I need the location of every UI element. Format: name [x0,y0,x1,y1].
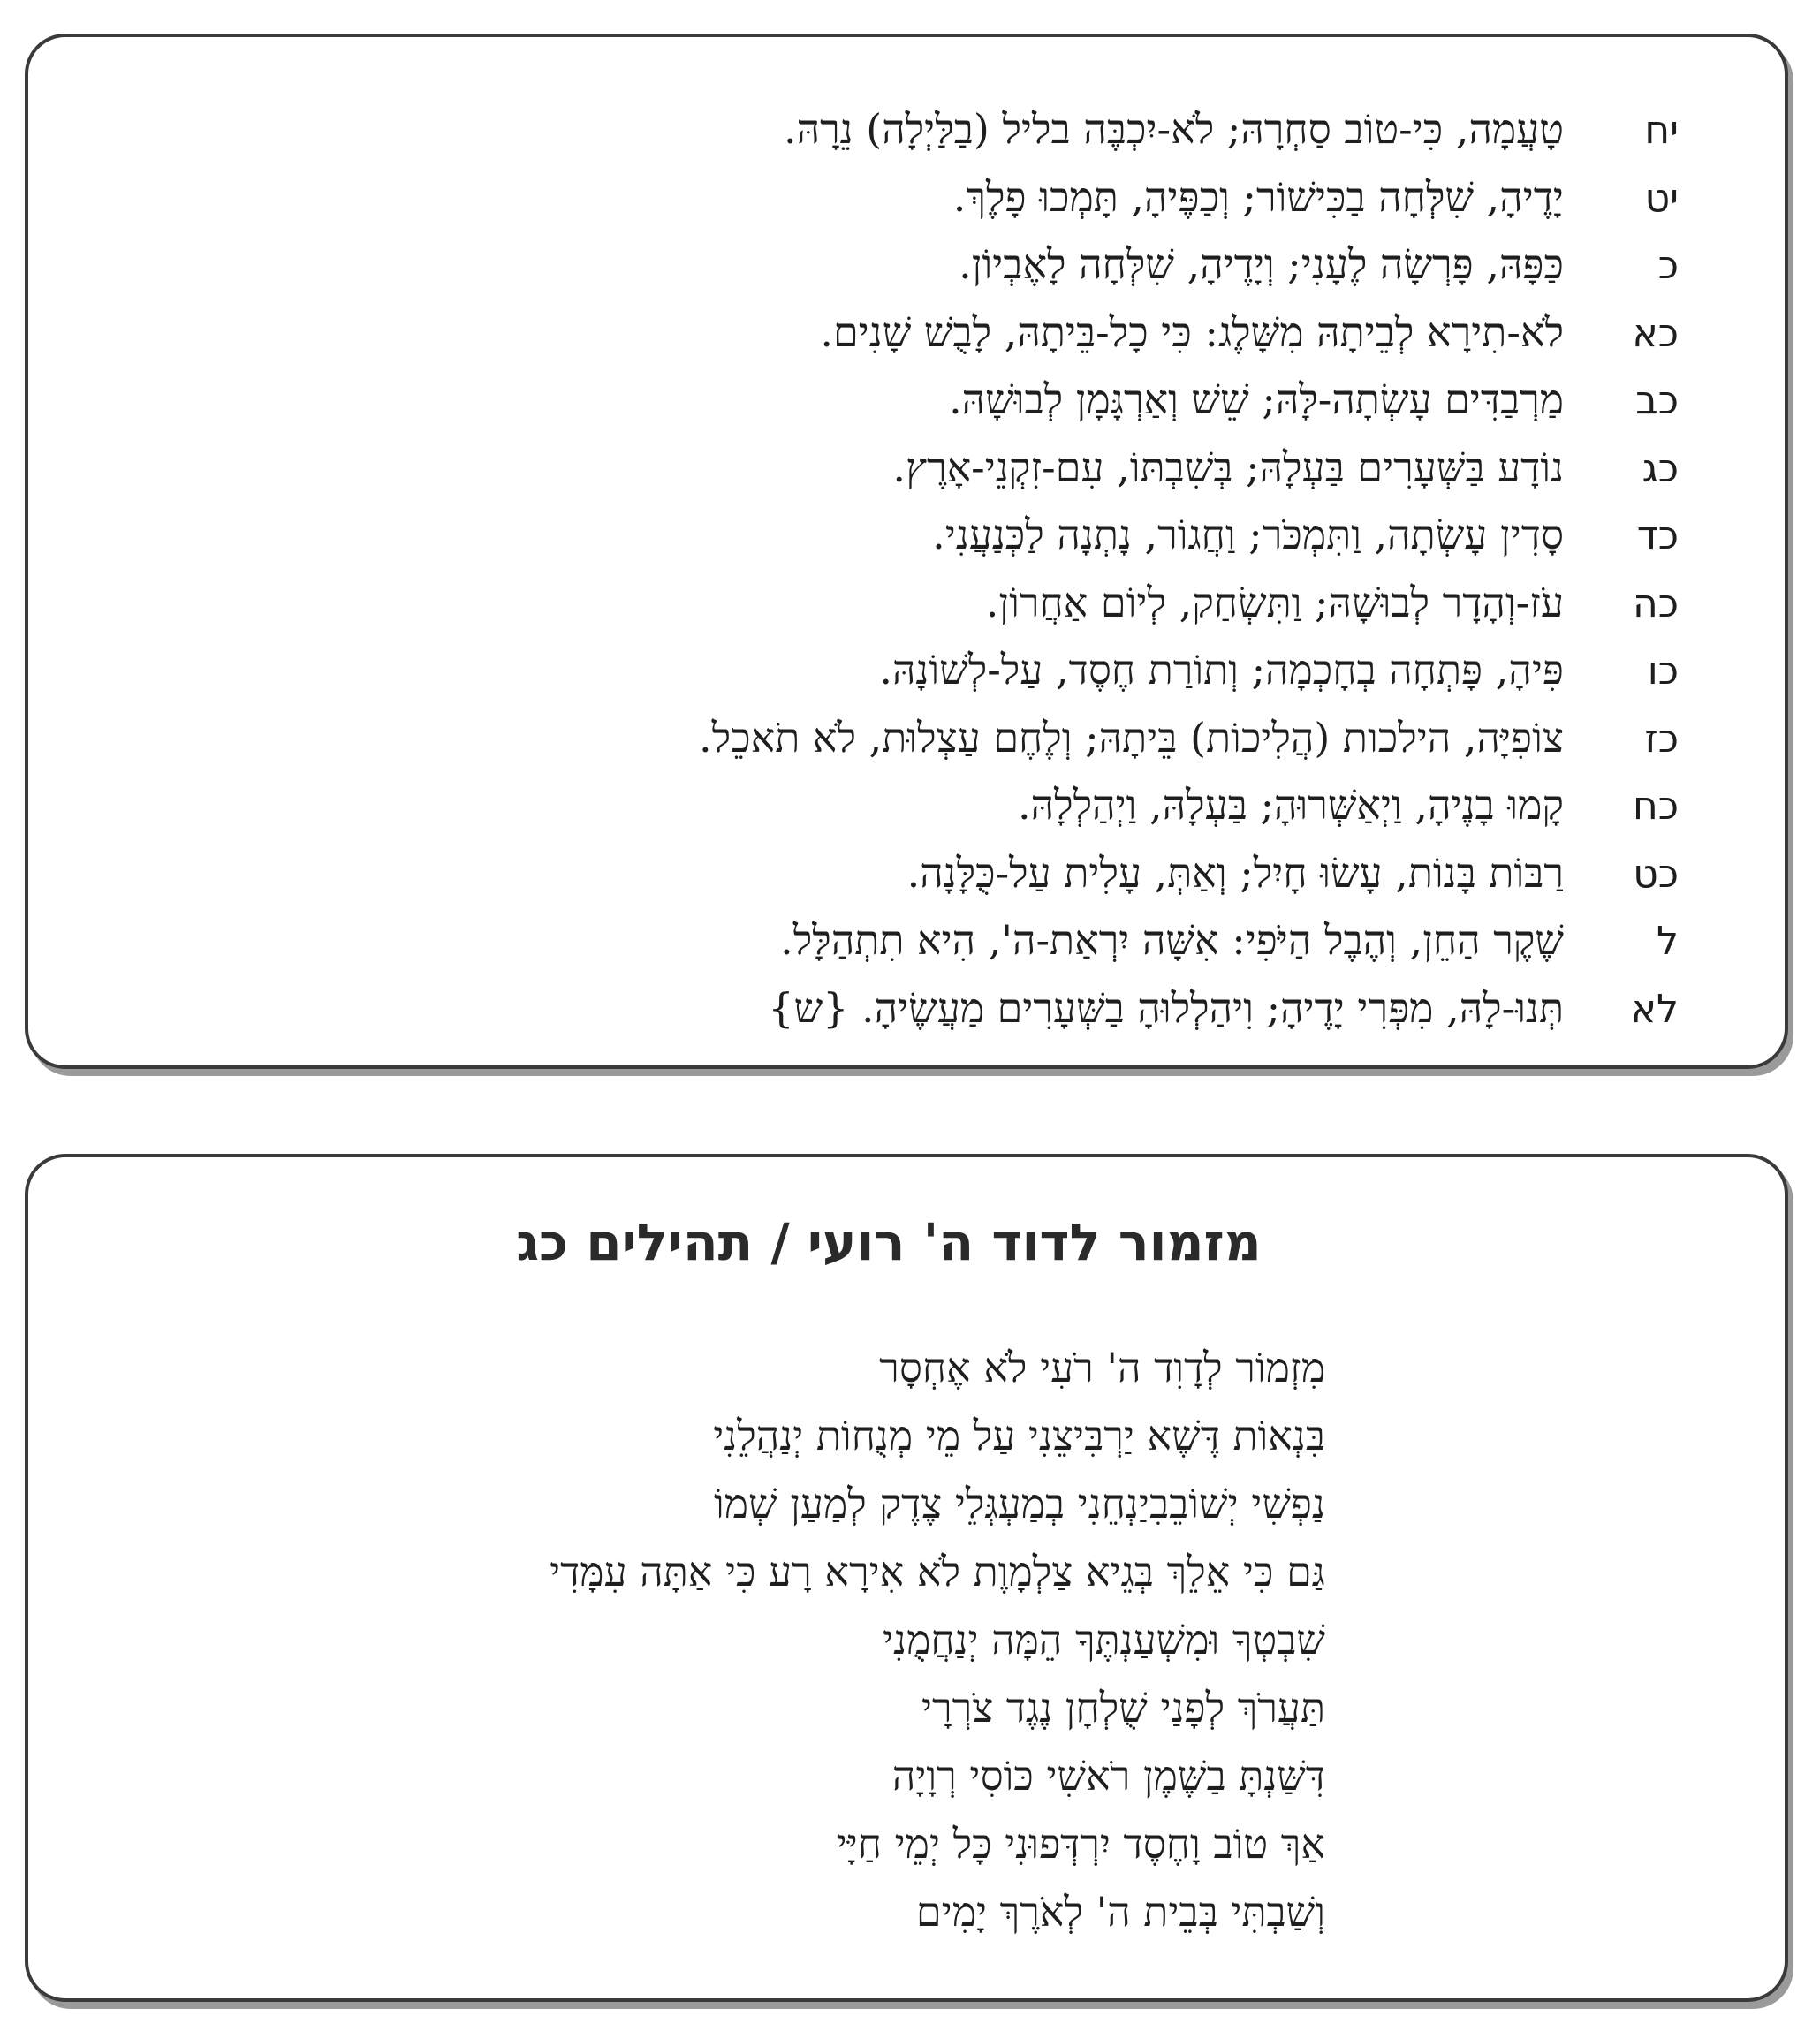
psalm-line: נַפְשִׁי יְשׁוֹבֵבִיַנְחֵנִי בְמַעְגְּלֵי צֶדֶק לְמַעַן שְׁמוֹ [713,1480,1325,1527]
verse-row [124,299,1679,367]
verse-number: ל [1656,919,1679,964]
psalm-line: וְשַׁבְתִּי בְּבֵית ה' לְאֹרֶךְ יָמִים [915,1888,1325,1936]
verse-row [124,839,1679,907]
verse-row [124,771,1679,839]
verse-row [124,434,1679,502]
proverbs-card [25,34,1788,1069]
verse-row [124,704,1679,772]
verse-number: כ [1657,243,1679,288]
verse-number: כג [1642,445,1679,491]
verse-text: פִּיהָ, פָּתְחָה בְחָכְמָה; וְתוֹרַת חֶסֶד, עַל-לְשׁוֹנָהּ. [879,646,1564,694]
verse-number: לא [1630,986,1679,1032]
verse-number: כד [1636,513,1679,558]
psalm-line: בִּנְאוֹת דֶּשֶׁא יַרְבִּיצֵנִי עַל מֵי מְנֻחוֹת יְנַהֲלֵנִי [713,1412,1325,1459]
verse-text: מַרְבַדִּים עָשְׂתָה-לָּהּ; שֵׁשׁ וְאַרְגָּמָן לְבוּשָׁהּ. [949,375,1564,423]
psalm-line: שִׁבְטְךָ וּמִשְׁעַנְתֶּךָ הֵמָּה יְנַחֲמֻנִי [883,1616,1325,1664]
verse-text: טָעֲמָה, כִּי-טוֹב סַחְרָהּ; לֹא-יִכְבֶּה בליל (בַלַּיְלָה) נֵרָהּ. [783,105,1564,153]
verse-row [124,636,1679,704]
psalm-line: מִזְמוֹר לְדָוִד ה' רֹעִי לֹא אֶחְסָר [879,1344,1325,1391]
verse-text: שֶׁקֶר הַחֵן, וְהֶבֶל הַיֹּפִי: אִשָּׁה יִרְאַת-ה', הִיא תִתְהַלָּל. [780,916,1564,964]
verse-text: קָמוּ בָנֶיהָ, וַיְאַשְּׁרוּהָ; בַּעְלָהּ, וַיְהַלְלָהּ. [1018,781,1564,829]
psalm-title: מזמור לדוד ה' רועי / תהילים כג [516,1212,1262,1272]
verse-text: כַּפָּהּ, פָּרְשָׂה לֶעָנִי; וְיָדֶיהָ, שִׁלְּחָה לָאֶבְיוֹן. [959,240,1564,288]
verse-row [124,231,1679,299]
verse-text: סָדִין עָשְׂתָה, וַתִּמְכֹּר; וַחֲגוֹר, נָתְנָה לַכְּנַעֲנִי. [932,511,1564,558]
psalm-line: גַּם כִּי אֵלֵךְ בְּגֵיא צַלְמָוֶת לֹא אִירָא רָע כִּי אַתָּה עִמָּדִי [550,1548,1325,1596]
verse-number: יח [1644,108,1679,153]
verse-text: נוֹדָע בַּשְּׁעָרִים בַּעְלָהּ; בְּשִׁבְתּוֹ, עִם-זִקְנֵי-אָרֶץ. [892,443,1564,491]
verse-row [124,974,1679,1042]
verse-row [124,95,1679,163]
verse-number: יט [1644,175,1679,221]
verse-list [124,95,1679,1042]
verse-row [124,163,1679,231]
psalm-line: אַךְ טוֹב וָחֶסֶד יִרְדְּפוּנִי כָּל יְמֵי חַיָּי [836,1820,1325,1868]
verse-number: כח [1632,784,1679,829]
verse-number: כז [1644,716,1679,762]
verse-text: לֹא-תִירָא לְבֵיתָהּ מִשָּׁלֶג: כִּי כָל-בֵּיתָהּ, לָבֻשׁ שָׁנִים. [820,307,1564,356]
verse-number: כו [1647,648,1679,694]
verse-text: תְּנוּ-לָהּ, מִפְּרִי יָדֶיהָ; וִיהַלְלוּהָ בַשְּׁעָרִים מַעֲשֶׂיהָ. {ש} [768,983,1564,1032]
psalm-lines [88,1334,1325,1946]
verse-row [124,501,1679,569]
verse-row [124,366,1679,434]
verse-number: כה [1632,580,1679,626]
verse-text: רַבּוֹת בָּנוֹת, עָשׂוּ חָיִל; וְאַתְּ, עָלִית עַל-כֻּלָּנָה. [906,848,1564,897]
psalm-card [25,1154,1788,2002]
verse-row [124,569,1679,637]
verse-text: יָדֶיהָ, שִׁלְּחָה בַכִּישׁוֹר; וְכַפֶּיהָ, תָּמְכוּ פָלֶךְ. [952,172,1564,221]
psalm-line: דִּשַּׁנְתָּ בַשֶּׁמֶן רֹאשִׁי כּוֹסִי רְוָיָה [891,1752,1325,1800]
verse-number: כא [1632,310,1679,356]
verse-number: כט [1633,851,1679,897]
psalm-line: תַּעֲרֹךְ לְפָנַי שֻׁלְחָן נֶגֶד צֹרְרָי [921,1684,1325,1732]
verse-text: צוֹפִיָּה, הילכות (הֲלִיכוֹת) בֵּיתָהּ; וְלֶחֶם עַצְלוּת, לֹא תֹאכֵל. [698,713,1564,762]
verse-number: כב [1635,378,1679,423]
verse-text: עֹז-וְהָדָר לְבוּשָׁהּ; וַתִּשְׂחַק, לְיוֹם אַחֲרוֹן. [985,578,1564,626]
verse-row [124,906,1679,974]
